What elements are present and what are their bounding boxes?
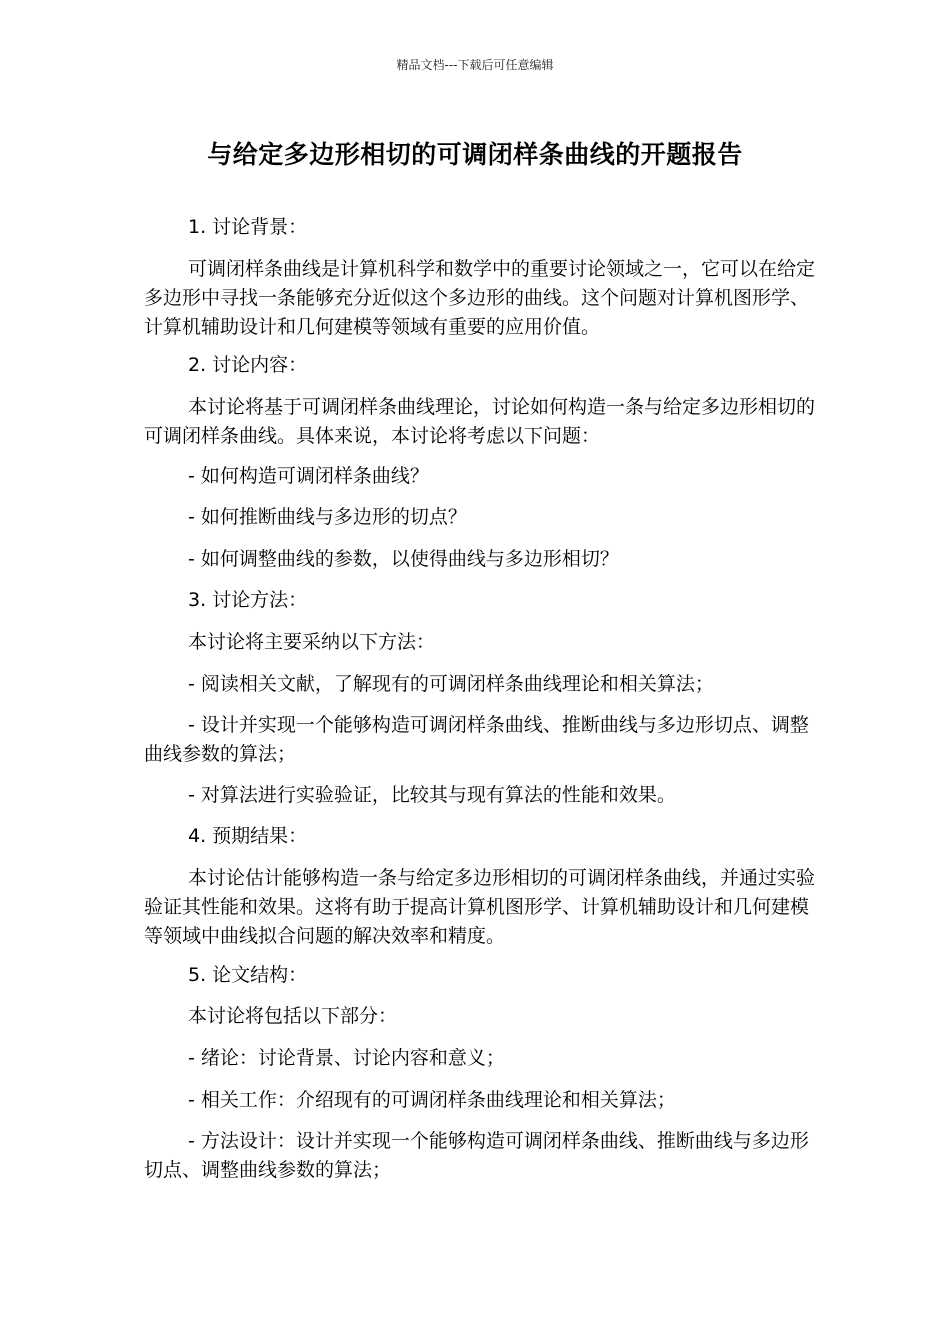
section-5-intro: 本讨论将包括以下部分： [188,1005,398,1027]
section-2-item: - 如何推断曲线与多边形的切点？ [188,506,467,528]
section-3-item: - 设计并实现一个能够构造可调闭样条曲线、推断曲线与多边形切点、调整曲线参数的算法； [144,714,809,765]
section-2-item: - 如何调整曲线的参数，以使得曲线与多边形相切？ [188,548,619,570]
section-3-item: - 对算法进行实验验证，比较其与现有算法的性能和效果。 [188,784,676,806]
section-3-item: - 阅读相关文献，了解现有的可调闭样条曲线理论和相关算法； [188,673,714,695]
section-2-item: - 如何构造可调闭样条曲线？ [188,465,429,487]
section-3-heading: 3. 讨论方法： [188,589,308,611]
section-4-heading: 4. 预期结果： [188,825,308,847]
section-5-heading: 5. 论文结构： [188,964,308,986]
section-1-heading: 1. 讨论背景： [188,216,308,238]
page-header: 精品文档---下载后可任意编辑 [396,58,554,72]
document-title: 与给定多边形相切的可调闭样条曲线的开题报告 [207,140,743,169]
section-5-item: - 绪论：讨论背景、讨论内容和意义； [188,1047,505,1069]
section-1-paragraph: 可调闭样条曲线是计算机科学和数学中的重要讨论领域之一，它可以在给定多边形中寻找一条能够充分近似这个多边形的曲线。这个问题对计算机图形学、计算机辅助设计和几何建模等领域有重要的应用价值。 [144,258,816,338]
section-2-heading: 2. 讨论内容： [188,354,308,376]
section-2-paragraph: 本讨论将基于可调闭样条曲线理论，讨论如何构造一条与给定多边形相切的可调闭样条曲线。具体来说，本讨论将考虑以下问题： [144,396,816,447]
section-4-paragraph: 本讨论估计能够构造一条与给定多边形相切的可调闭样条曲线，并通过实验验证其性能和效果。这将有助于提高计算机图形学、计算机辅助设计和几何建模等领域中曲线拟合问题的解决效率和精度。 [144,867,816,947]
section-5-item: - 相关工作：介绍现有的可调闭样条曲线理论和相关算法； [188,1089,676,1111]
section-5-item: - 方法设计：设计并实现一个能够构造可调闭样条曲线、推断曲线与多边形切点、调整曲线参数的算法； [144,1130,809,1181]
section-3-intro: 本讨论将主要采纳以下方法： [188,631,436,653]
